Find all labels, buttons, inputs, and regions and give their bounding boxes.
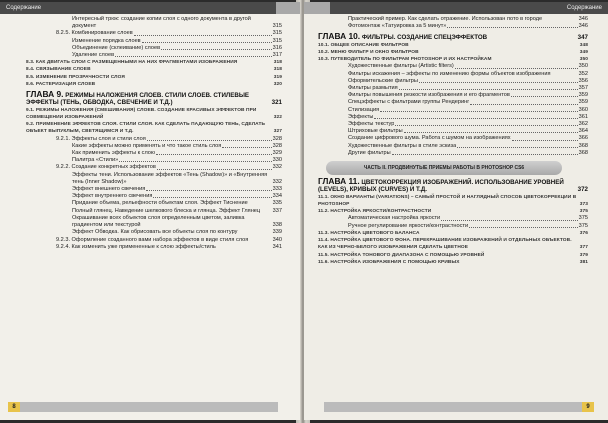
page-ref: 359: [578, 99, 588, 106]
toc-entry: [72, 172, 282, 186]
entry-title: 9.2.3. Оформление созданного вами набора эффектов в виде стиля слоя: [56, 236, 249, 243]
dot-leader: [404, 132, 578, 133]
toc-entry: [72, 45, 282, 52]
dot-leader: [447, 27, 577, 28]
toc-entry: [348, 71, 588, 78]
entry-title: Эффекты: [348, 113, 374, 120]
section-entry: [318, 194, 588, 208]
dot-leader: [374, 118, 577, 119]
entry-title: Эффект внешнего свечения: [72, 186, 146, 193]
entry-title: 9.2. ПРИМЕНЕНИЕ ЭФФЕКТОВ СЛОЯ. СТИЛИ СЛОЯ. КАК СДЕЛАТЬ ПАДАЮЩУЮ ТЕНЬ, СДЕЛАТЬ ОБЪЕКТ ВЫПУКЛЫМ, СВЕТЯЩИМСЯ И Т.Д.: [26, 122, 266, 135]
entry-title: Полный глянец. Наведение шелкового блеска и глянца. Эффект Глянец: [72, 207, 261, 214]
page-ref: 339: [272, 229, 282, 236]
toc-entry: [72, 157, 282, 164]
entry-title: Изменение порядка слоев: [72, 37, 141, 44]
entry-title: Автоматическая настройка яркости: [348, 215, 441, 222]
page-ref: 350: [579, 57, 588, 63]
page-ref: 366: [578, 135, 588, 142]
section-entry: [26, 81, 282, 88]
chapter-number: ГЛАВА 9.: [26, 89, 64, 100]
page-ref: 321: [271, 99, 282, 107]
toc-entry: [72, 229, 282, 236]
page-ref: 359: [578, 92, 588, 99]
entry-title: 10.3. ПУТЕВОДИТЕЛЬ ПО ФИЛЬТРАМ PHOTOSHOP И ИХ НАСТРОЙКАМ: [318, 57, 492, 63]
page-ref: 315: [272, 37, 282, 44]
entry-title: Оформительские фильтры: [348, 77, 418, 84]
toc-entry: [348, 23, 588, 30]
entry-title: Объединение (склеивание) слоев: [72, 44, 161, 51]
page-ref: 340: [272, 236, 282, 243]
toc-entry: [348, 63, 588, 70]
entry-title: Штриховые фильтры: [348, 128, 403, 135]
left-page: [0, 2, 300, 420]
page-ref: 347: [577, 34, 588, 42]
section-entry: [318, 237, 588, 251]
section-entry: [318, 42, 588, 49]
section-entry: [26, 121, 282, 135]
toc-entry: [56, 136, 282, 143]
dot-leader: [153, 197, 271, 198]
entry-title: 10.2. МЕНЮ ФИЛЬТР И ОКНО ФИЛЬТРОВ: [318, 50, 419, 56]
entry-title: Художественные фильтры в стиле эскиза: [348, 142, 457, 149]
page-ref: 318: [273, 60, 282, 66]
left-toc: [26, 16, 282, 251]
page-ref: 327: [273, 129, 282, 135]
page-ref: 346: [578, 23, 588, 30]
right-running-header: Содержание: [322, 2, 608, 14]
page-ref: 381: [579, 259, 588, 265]
dot-leader: [470, 104, 577, 105]
toc-entry: [56, 237, 282, 244]
page-ref: 379: [579, 252, 588, 258]
dot-leader: [392, 154, 578, 155]
section-entry: [318, 56, 588, 63]
toc-entry: [348, 128, 588, 135]
chapter-entry: [318, 178, 588, 194]
chapter-number: ГЛАВА 11.: [318, 176, 360, 187]
page-ref: 315: [272, 23, 282, 30]
page-ref: 341: [272, 243, 282, 250]
page-ref: 330: [272, 157, 282, 164]
toc-entry: [72, 186, 282, 193]
page-ref: 320: [273, 81, 282, 87]
page-ref: 332: [272, 178, 282, 185]
entry-title: 9.2.2. Создание конкретных эффектов: [56, 164, 156, 171]
left-footer-bar: [8, 402, 278, 412]
page-ref: 328: [272, 142, 282, 149]
toc-entry: [348, 135, 588, 142]
section-entry: [318, 208, 588, 215]
entry-title: Фильтры искажения – эффекты по изменению формы объектов изображения: [348, 70, 551, 77]
chapter-title: ФИЛЬТРЫ. СОЗДАНИЕ СПЕЦЭФФЕКТОВ: [361, 34, 488, 42]
entry-title: 11.3. НАСТРОЙКА ЦВЕТОВОГО БАЛАНСА: [318, 230, 420, 236]
entry-title: Фильтры размытия: [348, 85, 398, 92]
entry-title: Эффект Обводка. Как обрисовать все объекты слоя по контуру: [72, 229, 238, 236]
page-ref: 360: [578, 106, 588, 113]
entry-title: Другие фильтры: [348, 149, 391, 156]
dot-leader: [455, 68, 578, 69]
right-page-number: 9: [582, 402, 594, 412]
right-toc: [318, 16, 588, 266]
page-ref: 362: [578, 121, 588, 128]
toc-entry: [56, 244, 282, 251]
toc-entry: [348, 150, 588, 157]
section-entry: [26, 59, 282, 66]
left-header-tab: [276, 2, 300, 14]
toc-entry: [72, 215, 282, 229]
entry-title: Художественные фильтры (Artistic filters): [348, 63, 454, 70]
dot-leader: [512, 140, 578, 141]
part-banner: ЧАСТЬ II. ПРОДВИНУТЫЕ ПРИЕМЫ РАБОТЫ В PHOTOSHOP CS6: [326, 161, 562, 175]
page-ref: 329: [272, 150, 282, 157]
toc-entry: [348, 215, 588, 222]
toc-entry: [348, 107, 588, 114]
chapter-title: ЦВЕТОКОРРЕКЦИЯ ИЗОБРАЖЕНИЙ. ИСПОЛЬЗОВАНИЕ УРОВНЕЙ (LEVELS), КРИВЫХ (CURVES) И Т.Д.: [318, 179, 564, 194]
toc-entry: [72, 208, 282, 215]
left-page-number: 8: [8, 402, 20, 412]
toc-entry: [348, 16, 588, 23]
toc-entry: [348, 78, 588, 85]
entry-title: 8.2.5. Комбинирование слоев: [56, 30, 133, 37]
section-entry: [26, 107, 282, 121]
toc-entry: [72, 200, 282, 207]
entry-title: Стилизация: [348, 106, 380, 113]
section-entry: [318, 49, 588, 56]
page-ref: 372: [577, 186, 588, 194]
section-entry: [318, 252, 588, 259]
chapter-title: РЕЖИМЫ НАЛОЖЕНИЯ СЛОЕВ. СТИЛИ СЛОЕВ. СТИЛЕВЫЕ ЭФФЕКТЫ (ТЕНЬ, ОБВОДКА, СВЕЧЕНИЕ И Т.Д.): [26, 92, 250, 107]
toc-entry: [72, 150, 282, 157]
page-ref: 348: [579, 42, 588, 48]
toc-entry: [348, 223, 588, 230]
dot-leader: [115, 56, 272, 57]
dot-leader: [441, 220, 577, 221]
section-entry: [26, 66, 282, 73]
page-ref: 368: [578, 149, 588, 156]
entry-title: Удаление слоев: [72, 52, 115, 59]
section-entry: [318, 259, 588, 266]
entry-title: 8.3. КАК ДВИГАТЬ СЛОИ С РАЗМЕЩЕННЫМИ НА НИХ ФРАГМЕНТАМИ ИЗОБРАЖЕНИЯ: [26, 60, 238, 66]
entry-title: Создание цифрового шума. Работа с шумом на изображениях: [348, 135, 511, 142]
entry-title: 9.2.4. Как изменить уже примененные к слою эффекты/стиль: [56, 243, 216, 250]
page-ref: 318: [273, 67, 282, 73]
page-ref: 332: [272, 164, 282, 171]
entry-title: Палитра «Стили»: [72, 157, 119, 164]
page-ref: 361: [578, 113, 588, 120]
dot-leader: [395, 125, 577, 126]
dot-leader: [142, 42, 272, 43]
entry-title: 11.2. НАСТРОЙКА ЯРКОСТИ/КОНТРАСТНОСТИ: [318, 209, 432, 215]
entry-title: Эффекты текстур: [348, 121, 395, 128]
page-ref: 346: [578, 16, 588, 22]
entry-title: Практический пример. Как сделать отражение. Использован пото в городе: [348, 16, 543, 22]
toc-entry: [348, 99, 588, 106]
entry-title: 9.1. РЕЖИМЫ НАЛОЖЕНИЯ (СМЕШИВАНИЯ) СЛОЕВ. СОЗДАНИЕ КРАСИВЫХ ЭФФЕКТОВ ПРИ СОВМЕЩЕНИИ ИЗОБРАЖЕНИЙ: [26, 107, 257, 121]
toc-entry: [348, 85, 588, 92]
entry-title: Эффект внутреннего свечения: [72, 193, 153, 200]
entry-title: 11.6. НАСТРОЙКА ИЗОБРАЖЕНИЯ С ПОМОЩЬЮ КРИВЫХ: [318, 259, 460, 265]
entry-title: Какие эффекты можно применять и что такое стиль слоя: [72, 142, 222, 149]
page-ref: 356: [578, 77, 588, 84]
right-page: [304, 2, 608, 420]
page-ref: 315: [272, 30, 282, 37]
entry-title: 10.1. ОБЩЕЕ ОПИСАНИЕ ФИЛЬТРОВ: [318, 42, 409, 48]
dot-leader: [419, 82, 578, 83]
entry-title: 11.1. ОКНО ВАРИАНТЫ (VARIATIONS) – САМЫЙ ПРОСТОЙ И НАГЛЯДНЫЙ СПОСОБ ЦВЕТОКОРРЕКЦИИ В PHOTOSHOP: [318, 194, 577, 208]
page-ref: 319: [273, 74, 282, 80]
page-ref: 337: [272, 207, 282, 214]
entry-title: Как применить эффекты к слою: [72, 150, 156, 157]
entry-title: Придание объема, рельефности объектам слоя. Эффект Тиснение: [72, 200, 248, 207]
dot-leader: [161, 49, 272, 50]
entry-title: 8.6. РАСТЕРИЗАЦИЯ СЛОЕВ: [26, 81, 96, 87]
page-ref: 316: [272, 44, 282, 51]
entry-title: Окрашивание всех объектов слоя определенным цветом, заливка градиентом или текстурой: [72, 214, 245, 229]
entry-title: Интересный трюк: создание копии слоя с одного документа в другой документ: [72, 16, 251, 30]
page-ref: 368: [578, 142, 588, 149]
dot-leader: [457, 147, 577, 148]
page-ref: 352: [578, 70, 588, 77]
dot-leader: [469, 227, 578, 228]
toc-entry: [348, 114, 588, 121]
right-header-tab: [304, 2, 330, 14]
entry-title: 11.5. НАСТРОЙКА ТОНОВОГО ДИАПАЗОНА С ПОМОЩЬЮ УРОВНЕЙ: [318, 252, 485, 258]
section-entry: [26, 74, 282, 81]
toc-entry: [56, 30, 282, 37]
dot-leader: [511, 96, 578, 97]
page-ref: 376: [579, 230, 588, 236]
dot-leader: [134, 35, 272, 36]
toc-entry: [348, 143, 588, 150]
page-ref: 377: [579, 245, 588, 251]
chapter-entry: [318, 33, 588, 41]
left-running-header: Содержание: [0, 2, 276, 14]
page-ref: 375: [578, 215, 588, 222]
page-ref: 334: [272, 193, 282, 200]
page-ref: 373: [579, 202, 588, 208]
section-entry: [318, 230, 588, 237]
toc-entry: [72, 193, 282, 200]
chapter-entry: [26, 91, 282, 107]
dot-leader: [222, 147, 271, 148]
page-ref: 322: [273, 115, 282, 121]
dot-leader: [380, 111, 578, 112]
dot-leader: [119, 161, 271, 162]
right-footer-bar: [324, 402, 594, 412]
entry-title: Ручное регулирование яркости/контрастности: [348, 222, 469, 229]
page-ref: 335: [272, 200, 282, 207]
toc-entry: [348, 92, 588, 99]
entry-title: Фотомонтаж «Татуировка за 5 минут»: [348, 23, 447, 30]
page-ref: 317: [272, 52, 282, 59]
dot-leader: [157, 169, 272, 170]
entry-title: Спецэффекты с фильтрами группы Рендеринг: [348, 99, 470, 106]
entry-title: 8.5. ИЗМЕНЕНИЕ ПРОЗРАЧНОСТИ СЛОЯ: [26, 74, 125, 80]
dot-leader: [146, 190, 271, 191]
toc-entry: [72, 143, 282, 150]
entry-title: 11.4. НАСТРОЙКА ЦВЕТОВОГО ФОНА. ПЕРЕКРАШИВАНИЕ ИЗОБРАЖЕНИЙ И ОТДЕЛЬНЫХ ОБЪЕКТОВ. КАК ИЗ ЧЕРНО-БЕЛОГО ИЗОБРАЖЕНИЯ СДЕЛАТЬ ЦВЕТНОЕ: [318, 238, 572, 251]
page-ref: 338: [272, 222, 282, 229]
page-ref: 357: [578, 85, 588, 92]
dot-leader: [399, 89, 578, 90]
toc-entry: [348, 121, 588, 128]
entry-title: Эффекты тени. Использование эффектов «Тень (Shadow)» и «Внутренняя тень (Inner Shadow)»: [72, 171, 268, 185]
page-ref: 333: [272, 186, 282, 193]
page-ref: 364: [578, 128, 588, 135]
entry-title: 8.4. СВЯЗЫВАНИЕ СЛОЕВ: [26, 67, 91, 73]
entry-title: Фильтры повышения резкости изображения и его фрагментов: [348, 92, 510, 99]
page-ref: 328: [272, 135, 282, 142]
toc-entry: [72, 38, 282, 45]
page-ref: 375: [578, 222, 588, 229]
toc-entry: [72, 16, 282, 30]
toc-entry: [72, 52, 282, 59]
toc-entry: [56, 164, 282, 171]
dot-leader: [156, 154, 272, 155]
entry-title: 9.2.1. Эффекты слоя и стили слоя: [56, 135, 146, 142]
page-ref: 349: [579, 50, 588, 56]
page-ref: 375: [579, 209, 588, 215]
dot-leader: [147, 140, 272, 141]
page-ref: 350: [578, 63, 588, 70]
chapter-number: ГЛАВА 10.: [318, 31, 361, 42]
